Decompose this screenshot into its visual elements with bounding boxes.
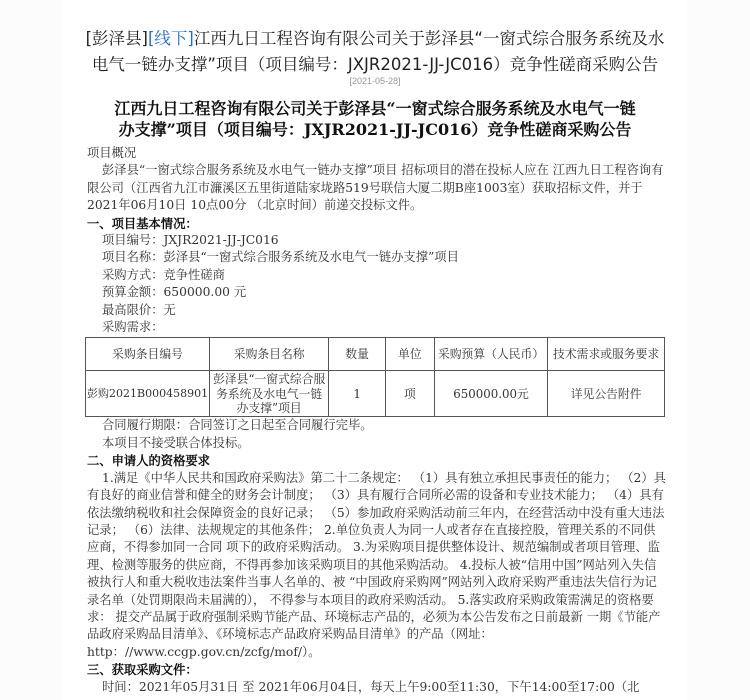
project-number: 项目编号：JXJR2021-JJ-JC016 bbox=[102, 233, 279, 248]
header-title-line1: 江西九日工程咨询有限公司关于彭泽县“一窗式综合服务系统及水 bbox=[193, 29, 665, 48]
document-title bbox=[63, 98, 687, 140]
consortium-note: 本项目不接受联合体投标。 bbox=[102, 435, 250, 450]
procurement-method: 采购方式：竞争性磋商 bbox=[102, 267, 225, 282]
table-header-cell: 技术需求或服务要求 bbox=[548, 338, 665, 371]
region-tag: [彭泽县] bbox=[85, 29, 148, 48]
header-title-line2: 电气一链办支撑”项目（项目编号：JXJR2021-JJ-JC016）竞争性磋商采购公告 bbox=[91, 55, 659, 74]
document-acquisition-time: 时间：2021年05月31日 至 2021年06月04日，每天上午9:00至11:30，下午14:00至17:00（北 bbox=[102, 679, 640, 694]
document-body bbox=[87, 145, 667, 696]
table-header-cell: 采购条目编号 bbox=[86, 338, 210, 371]
project-name: 项目名称：彭泽县“一窗式综合服务系统及水电气一链办支撑”项目 bbox=[102, 250, 459, 265]
table-header-cell: 采购预算（人民币） bbox=[434, 338, 547, 371]
table-cell-quantity: 1 bbox=[329, 371, 386, 417]
document-title-line2: 办支撑”项目（项目编号：JXJR2021-JJ-JC016）竞争性磋商采购公告 bbox=[118, 120, 632, 139]
table-row bbox=[86, 371, 665, 417]
table-header-cell: 采购条目名称 bbox=[210, 338, 329, 371]
table-cell-unit: 项 bbox=[385, 371, 434, 417]
qualification-text: 1.满足《中华人民共和国政府采购法》第二十二条规定： （1）具有独立承担民事责任的能力； （2）具有良好的商业信誉和健全的财务会计制度； （3）具有履行合同所必需的设备和专业技术能力； （4）具有依法缴纳税收和社会保障资金的良好记录； （5）参加政府采购活动前三年内，在经营活动中没有重大违法记录； （6）法律、法规规定的其他条件； 2.单位负责人为同一人或者存在直接控股，管理关系的不同供应商，不得参加同一合同 项下的政府采购活动。 3.为采购项目提供整体设计、规范编制或者项目管理、监理、检测等服务的供应商，不得再参加该采购项目的其他采购活动。 4.投标人被“信用中国”网站列入失信被执行人和重大税收违法案件当事人名单的、被 “中国政府采购网”网站列入政府采购严重违法失信行为记录名单（处罚期限尚未届满的）， 不得参与本项目的政府采购活动。 5.落实政府采购政策需满足的资格要求： 提交产品属于政府强制采购节能产品、环境标志产品的，必须为本公告发布之日前最新 一期《节能产品政府采购品目清单》、《环境标志产品政府采购品目清单》的产品（网址： http：//www.ccgp.gov.cn/zcfg/mof/）。 bbox=[87, 470, 666, 659]
table-header-cell: 数量 bbox=[329, 338, 386, 371]
section3-heading: 三、获取采购文件： bbox=[87, 662, 198, 678]
table-header-row bbox=[86, 338, 665, 371]
publish-date: [2021-05-28] bbox=[349, 76, 401, 86]
requirements-label: 采购需求： bbox=[102, 320, 164, 335]
table-cell-budget: 650000.00元 bbox=[434, 371, 547, 417]
mode-tag-link[interactable]: [线下] bbox=[147, 29, 194, 48]
requirements-table bbox=[85, 337, 665, 417]
table-cell-item-number: 彭购2021B000458901 bbox=[86, 371, 210, 417]
max-price: 最高限价：无 bbox=[102, 302, 176, 317]
contract-period: 合同履行期限：合同签订之日起至合同履行完毕。 bbox=[102, 418, 373, 433]
overview-text: 彭泽县“一窗式综合服务系统及水电气一链办支撑”项目 招标项目的潜在投标人应在 江西九日工程咨询有限公司（江西省九江市濂溪区五里街道陆家垅路519号联信大厦二期B座1003室）获取招标文件，并于 2021年06月10日 10点00分 （北京时间）前递交投标文件。 bbox=[87, 163, 664, 213]
document-title-line1: 江西九日工程咨询有限公司关于彭泽县“一窗式综合服务系统及水电气一链 bbox=[114, 99, 636, 118]
section1-heading: 一、项目基本情况： bbox=[87, 215, 198, 231]
budget-amount: 预算金额：650000.00 元 bbox=[102, 285, 247, 300]
table-header-cell: 单位 bbox=[385, 338, 434, 371]
announcement-header-title bbox=[0, 26, 750, 78]
table-cell-item-name: 彭泽县“一窗式综合服务系统及水电气一链办支撑”项目 bbox=[210, 371, 329, 417]
overview-heading: 项目概况 bbox=[87, 146, 137, 160]
table-cell-tech-requirements: 详见公告附件 bbox=[548, 371, 665, 417]
section2-heading: 二、申请人的资格要求 bbox=[87, 453, 210, 469]
